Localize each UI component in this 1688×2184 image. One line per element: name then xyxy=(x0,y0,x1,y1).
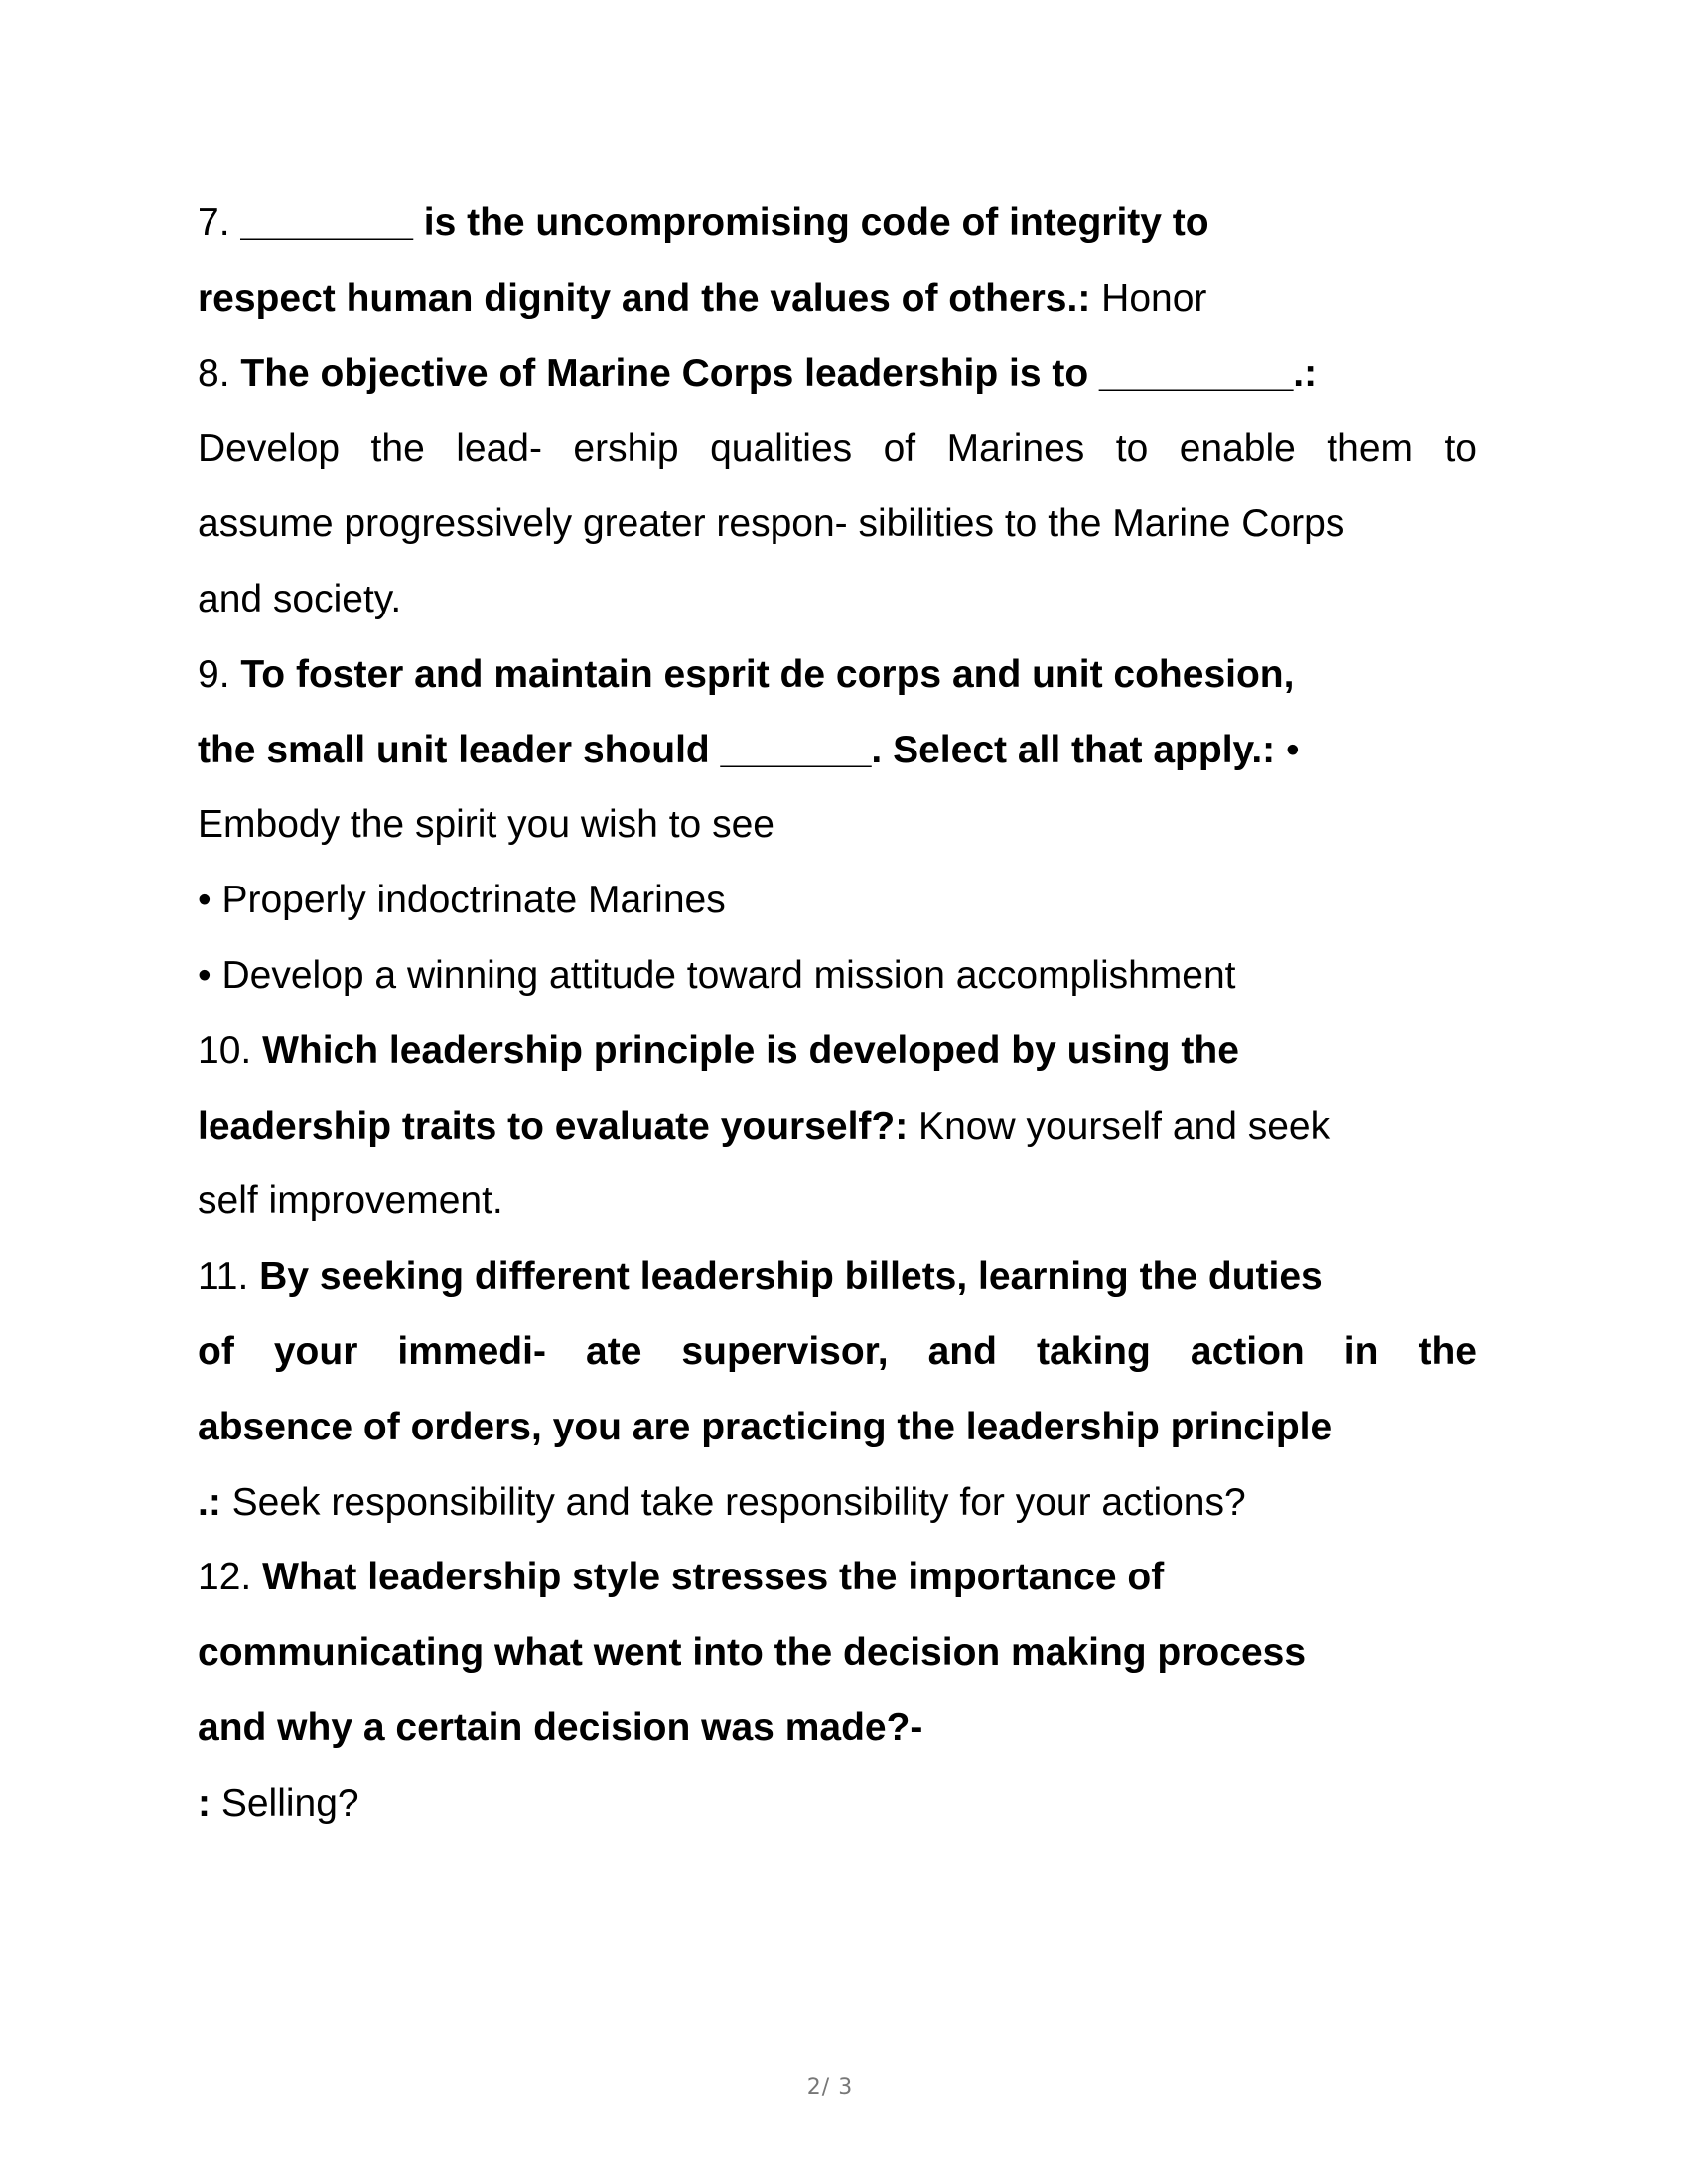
question-text: Which leadership principle is developed by using the xyxy=(262,1028,1239,1072)
answer-text: • Properly indoctrinate Marines xyxy=(198,879,726,922)
text-line xyxy=(198,637,1477,713)
question-text: To foster and maintain esprit de corps and unit cohesion, xyxy=(240,652,1295,696)
answer-text: self improvement. xyxy=(198,1179,503,1223)
answer-text: 10. xyxy=(198,1028,263,1072)
answer-text: Seek responsibility and take responsibility for your actions? xyxy=(220,1480,1246,1524)
question-text: : xyxy=(198,1781,211,1825)
text-line xyxy=(198,1239,1477,1314)
text-line xyxy=(198,1465,1477,1541)
answer-text: 7. xyxy=(198,202,241,244)
question-text: .: xyxy=(198,1480,221,1524)
text-line xyxy=(198,713,1477,788)
document-body xyxy=(198,186,1477,1842)
text-line xyxy=(198,1540,1477,1615)
text-line xyxy=(198,1014,1477,1089)
answer-text: 12. xyxy=(198,1556,263,1599)
question-text: respect human dignity and the values of others.: xyxy=(198,276,1091,320)
question-text: What leadership style stresses the importance of xyxy=(262,1556,1165,1599)
text-line xyxy=(198,863,1477,938)
text-line xyxy=(198,1615,1477,1691)
question-text: and why a certain decision was made?- xyxy=(198,1706,923,1749)
text-line xyxy=(198,1691,1477,1766)
text-line xyxy=(198,1766,1477,1842)
text-line xyxy=(198,938,1477,1014)
answer-text: Honor xyxy=(1090,276,1207,320)
text-line xyxy=(198,186,1477,261)
answer-text: Embody the spirit you wish to see xyxy=(198,803,774,847)
question-text: of your immedi- ate supervisor, and taking action in the xyxy=(198,1329,1477,1373)
text-line xyxy=(198,486,1477,562)
text-line xyxy=(198,562,1477,637)
question-text: communicating what went into the decision making process xyxy=(198,1631,1307,1675)
answer-text: 11. xyxy=(198,1255,260,1298)
question-text: By seeking different leadership billets, learning the duties xyxy=(259,1255,1323,1298)
text-line xyxy=(198,787,1477,863)
answer-text: • xyxy=(1275,728,1300,771)
answer-text: Develop the lead- ership qualities of Marines to enable them to xyxy=(198,427,1477,471)
answer-text: • Develop a winning attitude toward mission accomplishment xyxy=(198,953,1236,997)
text-line xyxy=(198,411,1477,486)
question-text: leadership traits to evaluate yourself?: xyxy=(198,1104,909,1148)
text-line xyxy=(198,1163,1477,1239)
text-line xyxy=(198,1314,1477,1390)
answer-text: assume progressively greater respon- sibilities to the Marine Corps xyxy=(198,502,1345,546)
text-line xyxy=(198,261,1477,337)
text-line xyxy=(198,1089,1477,1164)
page-number: 2/ 3 xyxy=(806,2075,854,2100)
answer-text: 9. xyxy=(198,652,241,696)
question-text: absence of orders, you are practicing the leadership principle xyxy=(198,1405,1333,1448)
text-line xyxy=(198,1390,1477,1465)
question-text: The objective of Marine Corps leadership is to _________.: xyxy=(240,351,1318,395)
answer-text: Selling? xyxy=(211,1781,359,1825)
answer-text: and society. xyxy=(198,577,402,620)
answer-text: 8. xyxy=(198,351,241,395)
question-text: the small unit leader should _______. Select all that apply.: xyxy=(198,728,1276,771)
question-text: ________ is the uncompromising code of integrity to xyxy=(240,202,1209,244)
answer-text: Know yourself and seek xyxy=(908,1104,1331,1148)
text-line xyxy=(198,337,1477,412)
